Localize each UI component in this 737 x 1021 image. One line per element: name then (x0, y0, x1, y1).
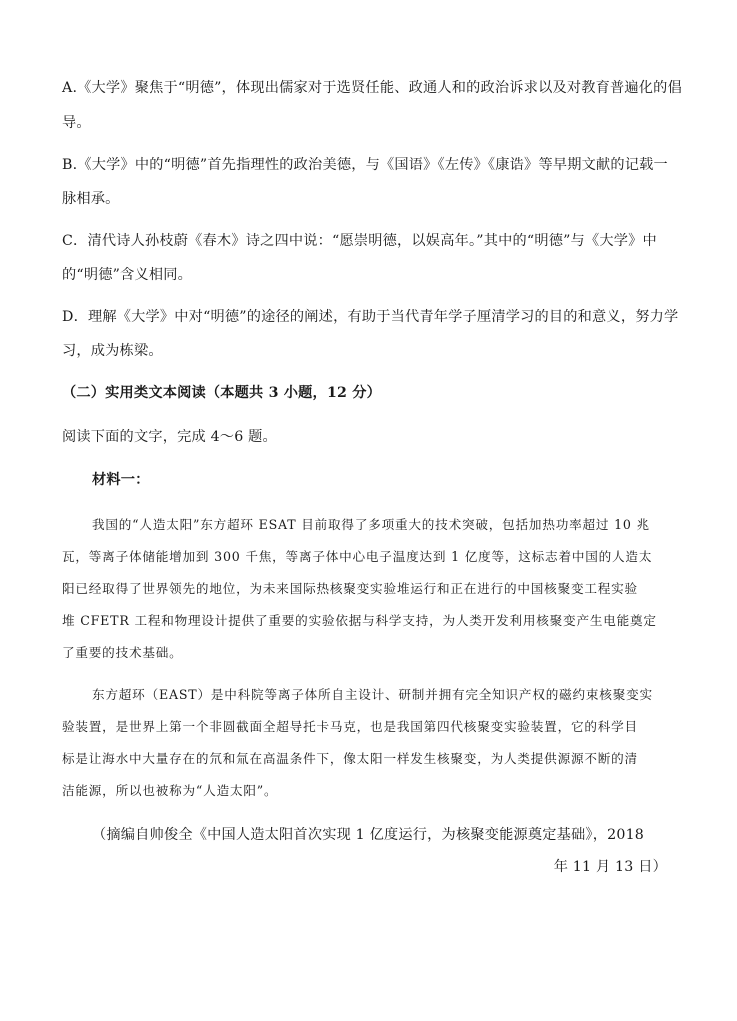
material-p2-line: 东方超环（EAST）是中科院等离子体所自主设计、研制并拥有完全知识产权的磁约束核聚变实 (92, 687, 653, 702)
material-p1-line: 堆 CFETR 工程和物理设计提供了重要的实验依据与科学支持，为人类开发利用核聚变产生电能奠定 (62, 613, 657, 628)
material-title: 材料一： (92, 472, 150, 488)
material-p1-line: 瓦，等离子体储能增加到 300 千焦，等离子体中心电子温度达到 1 亿度等，这标志着中国的人造太 (62, 549, 653, 564)
source-citation-line-2: 年 11 月 13 日） (553, 859, 667, 875)
material-p2-line: 标是让海水中大量存在的氘和氚在高温条件下，像太阳一样发生核聚变，为人类提供源源不断的清 (62, 751, 638, 766)
material-p2-line: 洁能源，所以也被称为“人造太阳”。 (62, 783, 278, 798)
section-heading: （二）实用类文本阅读（本题共 3 小题，12 分） (62, 385, 381, 401)
option-c-line-1: C．清代诗人孙枝蔚《春木》诗之四中说：“愿崇明德，以娱高年。”其中的“明德”与《大学》中 (62, 233, 657, 249)
section-instruction: 阅读下面的文字，完成 4～6 题。 (62, 429, 277, 445)
option-c-line-2: 的“明德”含义相同。 (62, 267, 193, 283)
source-citation-line-1: （摘编自帅俊全《中国人造太阳首次实现 1 亿度运行，为核聚变能源奠定基础》，2018 (92, 827, 645, 843)
material-p1-line: 了重要的技术基础。 (62, 645, 183, 660)
material-p1-line: 阳已经取得了世界领先的地位，为未来国际热核聚变实验堆运行和正在进行的中国核聚变工程实验 (62, 581, 638, 596)
option-b-line-1: B.《大学》中的“明德”首先指理性的政治美德，与《国语》《左传》《康诰》等早期文献的记载一 (62, 157, 668, 173)
material-p2-line: 验装置，是世界上第一个非圆截面全超导托卡马克，也是我国第四代核聚变实验装置，它的科学目 (62, 719, 638, 734)
option-d-line-1: D．理解《大学》中对“明德”的途径的阐述，有助于当代青年学子厘清学习的目的和意义，努力学 (62, 309, 679, 325)
option-a-line-2: 导。 (62, 115, 91, 131)
option-a-line-1: A.《大学》聚焦于“明德”，体现出儒家对于选贤任能、政通人和的政治诉求以及对教育普遍化的倡 (62, 80, 682, 96)
option-d-line-2: 习，成为栋梁。 (62, 343, 163, 359)
material-p1-line: 我国的“人造太阳”东方超环 ESAT 目前取得了多项重大的技术突破，包括加热功率超过 10 兆 (92, 517, 650, 532)
option-b-line-2: 脉相承。 (62, 191, 120, 207)
